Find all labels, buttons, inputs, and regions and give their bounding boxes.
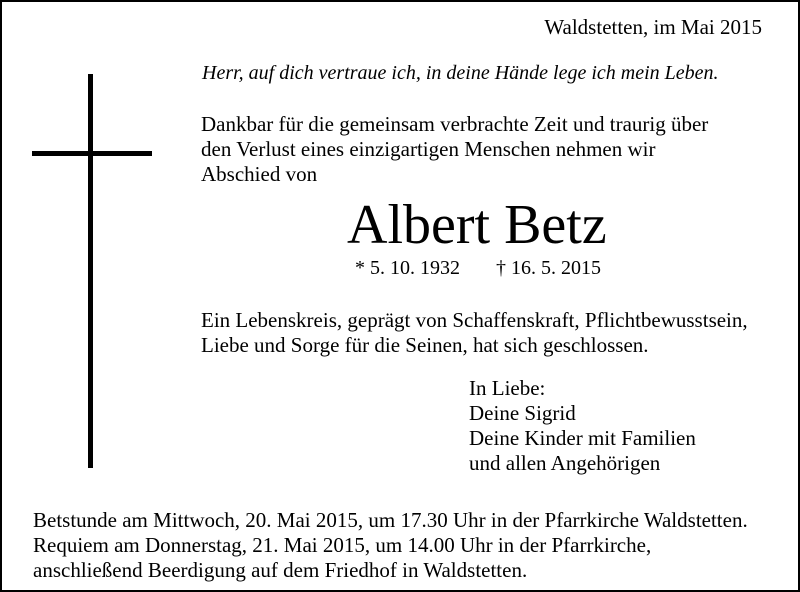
service-line: Requiem am Donnerstag, 21. Mai 2015, um 14.00 Uhr in der Pfarrkirche, (33, 533, 652, 557)
intro-text (201, 112, 708, 187)
cross-horizontal-bar (32, 151, 152, 156)
service-line: anschließend Beerdigung auf dem Friedhof in Waldstetten. (33, 558, 528, 582)
mourners-line: Deine Kinder mit Familien (469, 426, 696, 450)
tribute-line: Ein Lebenskreis, geprägt von Schaffenskraft, Pflichtbewusstsein, (201, 308, 748, 332)
mourners-line: Deine Sigrid (469, 401, 576, 425)
motto-verse: Herr, auf dich vertraue ich, in deine Hände lege ich mein Leben. (202, 62, 719, 84)
place-and-date: Waldstetten, im Mai 2015 (544, 15, 762, 39)
mourners-line: In Liebe: (469, 376, 546, 400)
intro-line: Dankbar für die gemeinsam verbrachte Zeit und traurig über (201, 112, 709, 136)
mourners-line: und allen Angehörigen (469, 451, 661, 475)
deceased-name: Albert Betz (347, 194, 607, 256)
intro-line: Abschied von (201, 162, 318, 186)
cross-vertical-bar (88, 74, 93, 468)
mourners-signature (469, 376, 696, 476)
service-line: Betstunde am Mittwoch, 20. Mai 2015, um 17.30 Uhr in der Pfarrkirche Waldstetten. (33, 508, 748, 532)
death-date: † 16. 5. 2015 (496, 257, 601, 279)
tribute-text (201, 308, 748, 358)
service-details (33, 508, 748, 583)
tribute-line: Liebe und Sorge für die Seinen, hat sich geschlossen. (201, 333, 649, 357)
birth-date: * 5. 10. 1932 (355, 257, 460, 279)
intro-line: den Verlust eines einzigartigen Menschen nehmen wir (201, 137, 656, 161)
